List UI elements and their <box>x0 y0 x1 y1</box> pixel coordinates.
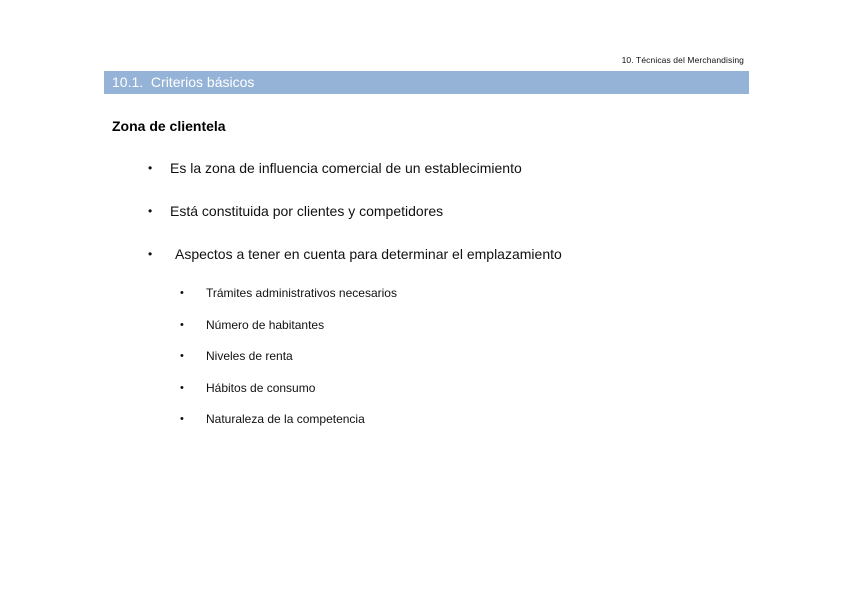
sub-bullet-text: Hábitos de consumo <box>206 380 316 395</box>
list-item <box>180 410 397 442</box>
bullet-icon: • <box>148 204 153 218</box>
list-item <box>180 316 397 348</box>
bullet-text: Aspectos a tener en cuenta para determinar el emplazamiento <box>175 246 562 262</box>
bullet-icon: • <box>148 161 153 175</box>
bullet-icon: • <box>180 350 184 362</box>
sub-bullet-text: Niveles de renta <box>206 349 293 363</box>
subheading: Zona de clientela <box>112 118 226 134</box>
list-item <box>180 284 397 316</box>
list-item <box>148 243 562 286</box>
sub-bullet-list <box>180 284 397 442</box>
running-header: 10. Técnicas del Merchandising <box>621 55 744 65</box>
section-title-bar: 10.1. Criterios básicos <box>104 71 749 94</box>
bullet-list <box>148 157 562 286</box>
list-item <box>148 200 562 243</box>
bullet-text: Es la zona de influencia comercial de un establecimiento <box>170 160 522 176</box>
list-item <box>148 157 562 200</box>
bullet-icon: • <box>180 318 184 331</box>
list-item <box>180 379 397 411</box>
bullet-icon: • <box>148 247 153 261</box>
list-item <box>180 347 397 379</box>
bullet-icon: • <box>180 413 184 425</box>
sub-bullet-text: Naturaleza de la competencia <box>206 412 365 426</box>
sub-bullet-text: Número de habitantes <box>206 317 325 332</box>
bullet-icon: • <box>180 381 184 394</box>
sub-bullet-text: Trámites administrativos necesarios <box>206 286 397 300</box>
bullet-text: Está constituida por clientes y competidores <box>170 203 444 219</box>
bullet-icon: • <box>180 287 184 299</box>
